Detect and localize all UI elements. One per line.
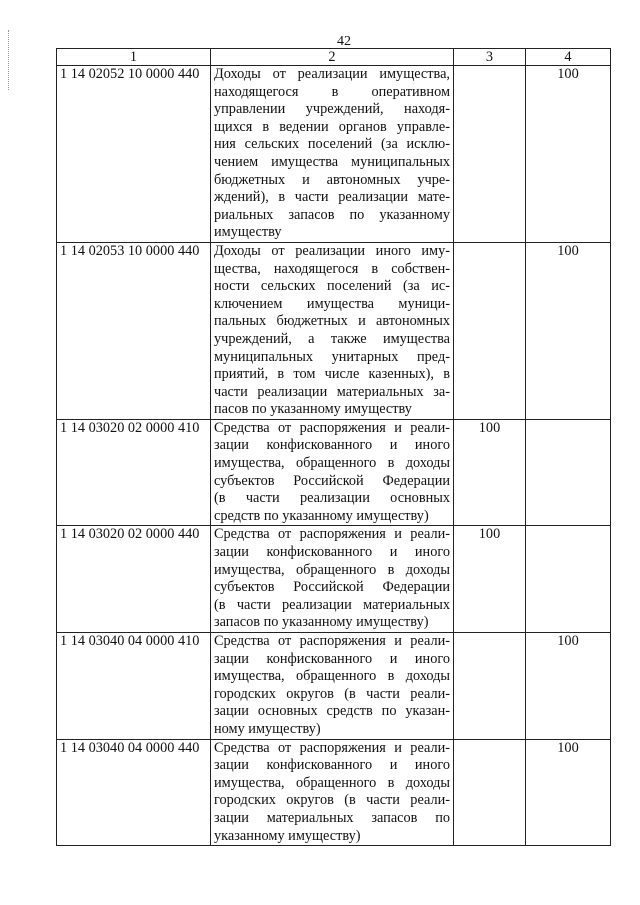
description-line: находящегося в оперативном [214, 83, 450, 100]
revenue-code: 1 14 03020 02 0000 410 [57, 419, 211, 526]
description-line: ждений), в части реализации мате- [214, 189, 450, 206]
revenue-description [211, 66, 454, 243]
percent-col-4: 100 [526, 66, 611, 243]
description-line: зации материальных запасов по [214, 809, 450, 826]
percent-col-3 [454, 739, 526, 846]
description-line: субъектов Российской Федерации [214, 579, 450, 596]
description-line: имущества, обращенного в доходы [214, 455, 450, 472]
table-row [57, 526, 611, 633]
description-line: Средства от распоряжения и реали- [214, 633, 450, 649]
description-line: риальных запасов по указанному [214, 206, 450, 223]
description-line: Средства от распоряжения и реали- [214, 526, 450, 543]
revenue-description [211, 739, 454, 846]
percent-col-3: 100 [454, 526, 526, 633]
revenue-code: 1 14 03040 04 0000 440 [57, 739, 211, 846]
description-line: зации основных средств по указан- [214, 703, 450, 720]
table-row [57, 242, 611, 419]
description-line: Доходы от реализации имущества, [214, 66, 450, 82]
header-col-3: 3 [454, 49, 526, 66]
description-line: щихся в ведении органов управле- [214, 118, 450, 135]
revenue-description [211, 242, 454, 419]
description-line: ключением имущества муници- [214, 295, 450, 312]
revenue-code: 1 14 02052 10 0000 440 [57, 66, 211, 243]
revenue-description [211, 633, 454, 740]
description-line: (в части реализации основных [214, 490, 450, 507]
revenue-description [211, 526, 454, 633]
description-line: (в части реализации материальных [214, 596, 450, 613]
header-col-1: 1 [57, 49, 211, 66]
description-line: имущества, обращенного в доходы [214, 668, 450, 685]
description-line: зации конфискованного и иного [214, 757, 450, 774]
description-line: пальных бюджетных и автономных [214, 313, 450, 330]
description-line: имуществу [214, 224, 282, 241]
description-line: имущества, обращенного в доходы [214, 561, 450, 578]
table-body [57, 66, 611, 846]
description-line: запасов по указанному имуществу) [214, 614, 429, 631]
description-line: части реализации материальных за- [214, 383, 450, 400]
table-row [57, 739, 611, 846]
description-line: Средства от распоряжения и реали- [214, 419, 450, 436]
header-col-2: 2 [211, 49, 454, 66]
description-line: Средства от распоряжения и реали- [214, 739, 450, 756]
description-line: зации конфискованного и иного [214, 650, 450, 667]
percent-col-4 [526, 526, 611, 633]
percent-col-4 [526, 419, 611, 526]
table-row [57, 633, 611, 740]
description-line: бюджетных и автономных учре- [214, 171, 450, 188]
revenue-code: 1 14 03040 04 0000 410 [57, 633, 211, 740]
percent-col-3 [454, 242, 526, 419]
percent-col-4: 100 [526, 739, 611, 846]
description-line: зации конфискованного и иного [214, 437, 450, 454]
table-header-row [57, 49, 611, 66]
description-line: Доходы от реализации иного иму- [214, 242, 450, 259]
table-row [57, 66, 611, 243]
table-row [57, 419, 611, 526]
description-line: ному имуществу) [214, 720, 321, 737]
percent-col-4: 100 [526, 242, 611, 419]
percent-col-3 [454, 66, 526, 243]
revenue-table [56, 48, 611, 846]
description-line: приятий, в том числе казенных), в [214, 366, 450, 383]
description-line: муниципальных унитарных пред- [214, 348, 450, 365]
description-line: зации конфискованного и иного [214, 544, 450, 561]
description-line: городских округов (в части реали- [214, 792, 450, 809]
description-line: средств по указанному имуществу) [214, 507, 429, 524]
description-line: ния сельских поселений (за исклю- [214, 136, 450, 153]
description-line: щества, находящегося в собствен- [214, 260, 450, 277]
revenue-code: 1 14 03020 02 0000 440 [57, 526, 211, 633]
percent-col-3 [454, 633, 526, 740]
description-line: пасов по указанному имуществу [214, 401, 412, 418]
description-line: ности сельских поселений (за ис- [214, 278, 450, 295]
description-line: имущества, обращенного в доходы [214, 774, 450, 791]
description-line: чением имущества муниципальных [214, 153, 450, 170]
revenue-description [211, 419, 454, 526]
revenue-code: 1 14 02053 10 0000 440 [57, 242, 211, 419]
description-line: субъектов Российской Федерации [214, 472, 450, 489]
header-col-4: 4 [526, 49, 611, 66]
page-number: 42 [337, 34, 351, 49]
percent-col-4: 100 [526, 633, 611, 740]
description-line: учреждений, а также имущества [214, 330, 450, 347]
percent-col-3: 100 [454, 419, 526, 526]
description-line: указанному имуществу) [214, 827, 361, 844]
description-line: городских округов (в части реали- [214, 685, 450, 702]
description-line: управлении учреждений, находя- [214, 101, 450, 118]
